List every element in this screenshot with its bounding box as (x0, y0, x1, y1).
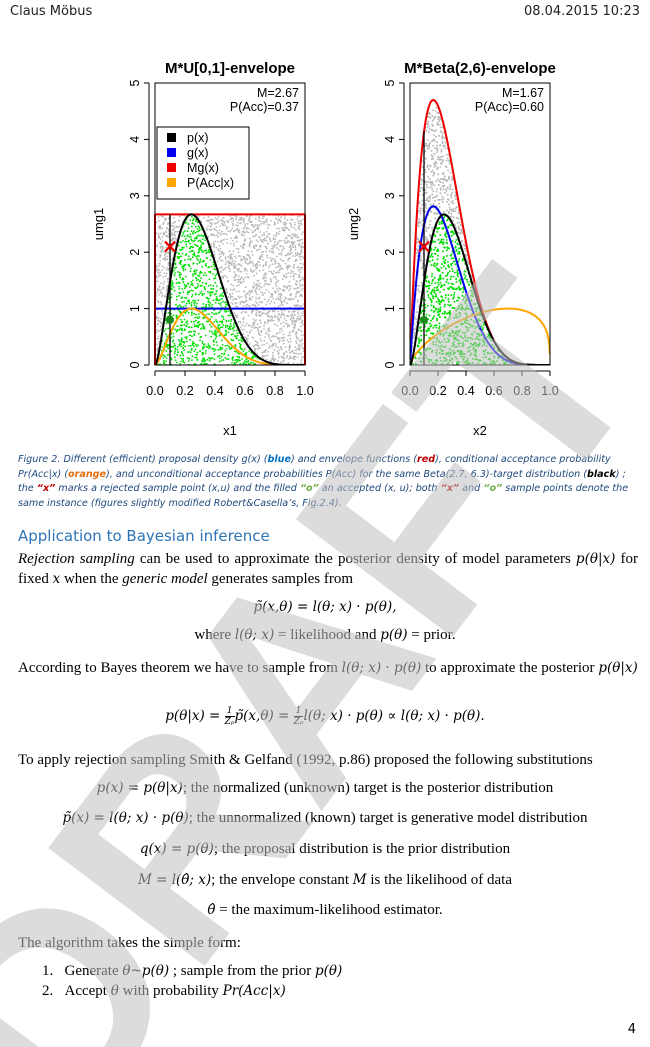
x-tick-label: 0.4 (206, 384, 224, 398)
y-tick-label: 0 (128, 361, 142, 369)
y-tick-label: 3 (128, 192, 142, 200)
x-tick-label: 0.6 (236, 384, 254, 398)
legend-label: Mg(x) (187, 161, 219, 175)
y-tick-label: 2 (128, 248, 142, 256)
x-tick-label: 1.0 (296, 384, 314, 398)
legend-label: P(Acc|x) (187, 176, 234, 190)
header-datetime: 08.04.2015 10:23 (523, 4, 640, 19)
y-tick-label: 1 (128, 305, 142, 313)
chart-title-1: M*U[0,1]-envelope (164, 60, 296, 77)
y-tick-label: 4 (128, 135, 142, 143)
x-tick-label: 0.8 (266, 384, 284, 398)
x-axis-label: x1 (223, 423, 237, 438)
x-tick-label: 0.2 (176, 384, 194, 398)
annotation-text: P(Acc)=0.37 (229, 100, 299, 114)
y-tick-label: 5 (128, 79, 142, 87)
legend-label: g(x) (187, 146, 209, 160)
annotation-text: M=2.67 (256, 86, 299, 100)
header-author: Claus Möbus (10, 4, 93, 19)
y-axis-label: umg1 (91, 207, 106, 241)
legend-label: p(x) (187, 131, 209, 145)
x-tick-label: 0.0 (146, 384, 164, 398)
